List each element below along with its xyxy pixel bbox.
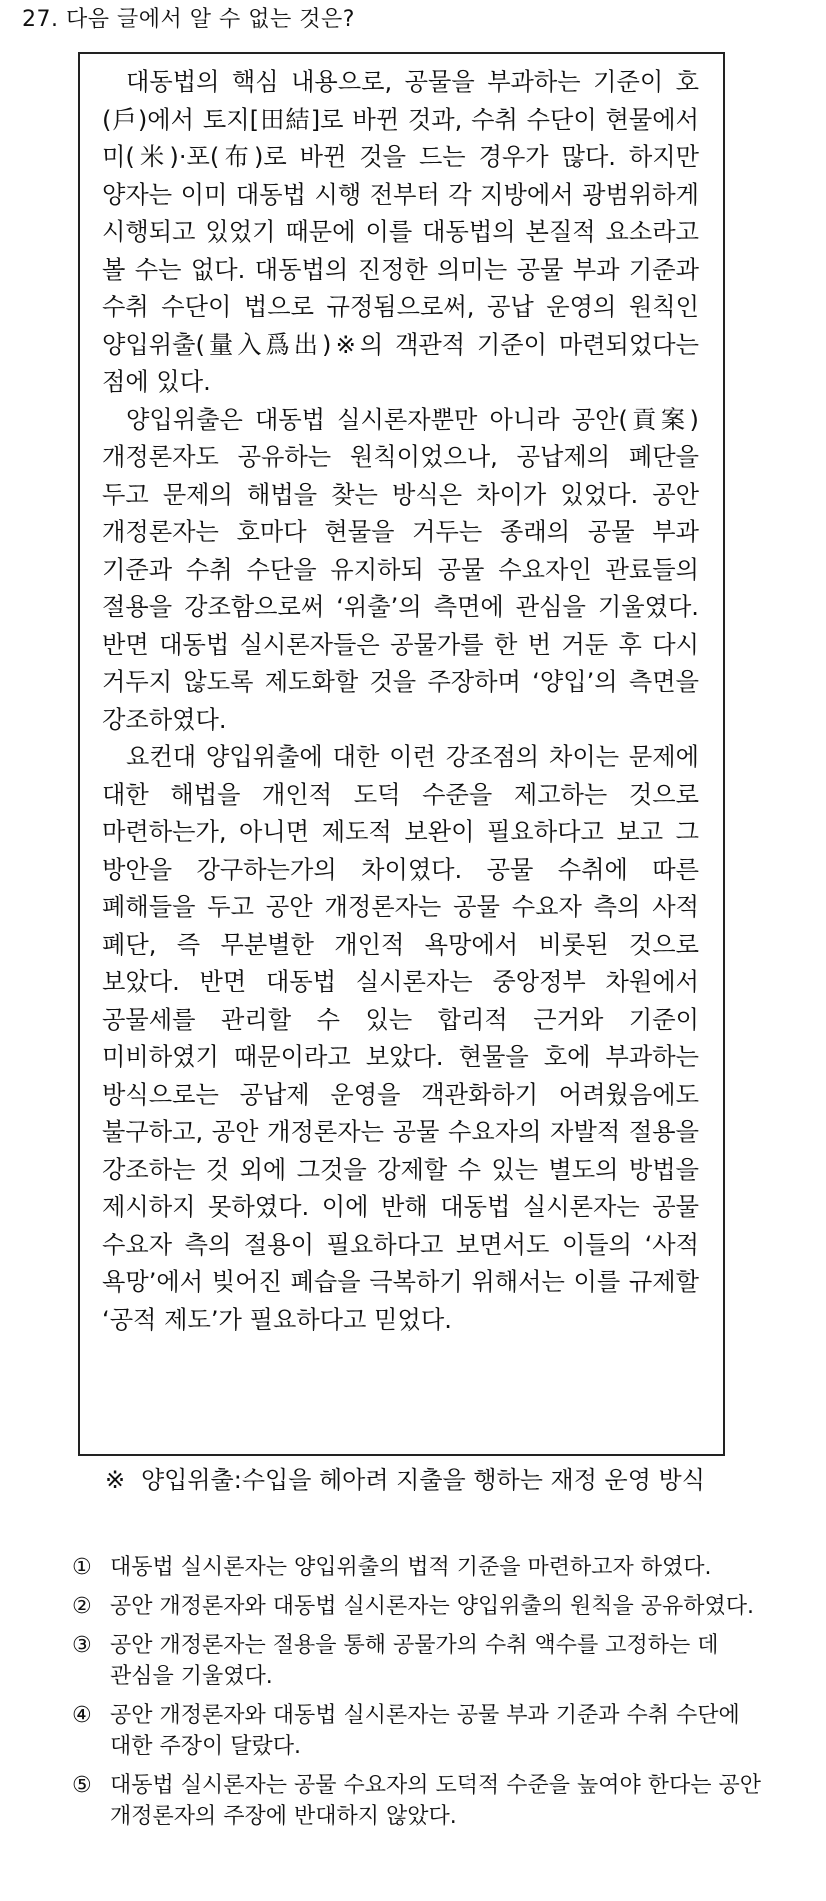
answer-choices: [72, 1552, 762, 1840]
choice-text: 공안 개정론자는 절용을 통해 공물가의 수취 액수를 고정하는 데 관심을 기울였다.: [110, 1633, 719, 1689]
choice-number: ⑤: [72, 1773, 92, 1798]
choice-5[interactable]: [72, 1770, 762, 1832]
choice-1[interactable]: [72, 1552, 762, 1583]
choice-number: ②: [72, 1594, 92, 1619]
choice-number: ①: [72, 1555, 92, 1580]
question-title: 27. 다음 글에서 알 수 없는 것은?: [22, 7, 355, 32]
choice-number: ④: [72, 1703, 92, 1728]
choice-text: 공안 개정론자와 대동법 실시론자는 공물 부과 기준과 수취 수단에 대한 주장이 달랐다.: [110, 1703, 740, 1759]
footnote: [105, 1462, 751, 1498]
choice-text: 대동법 실시론자는 공물 수요자의 도덕적 수준을 높여야 한다는 공안 개정론자의 주장에 반대하지 않았다.: [110, 1773, 762, 1829]
choice-2[interactable]: [72, 1591, 762, 1622]
passage-box: [78, 52, 725, 1456]
choice-3[interactable]: [72, 1630, 762, 1692]
passage-paragraph-1: 대동법의 핵심 내용으로, 공물을 부과하는 기준이 호(戶)에서 토지[田結]로 바뀐 것과, 수취 수단이 현물에서 미(米)·포(布)로 바뀐 것을 드는 경우가 많다. 하지만 양자는 이미 대동법 시행 전부터 각 지방에서 광범위하게 시행되고 있었기 때문에 이를 대동법의 본질적 요소라고 볼 수는 없다. 대동법의 진정한 의미는 공물 부과 기준과 수취 수단이 법으로 규정됨으로써, 공납 운영의 원칙인 양입위출(量入爲出)※의 객관적 기준이 마련되었다는 점에 있다.: [102, 68, 699, 396]
choice-number: ③: [72, 1633, 92, 1658]
passage-paragraph-2: 양입위출은 대동법 실시론자뿐만 아니라 공안(貢案) 개정론자도 공유하는 원칙이었으나, 공납제의 폐단을 두고 문제의 해법을 찾는 방식은 차이가 있었다. 공안 개정론자는 호마다 현물을 거두는 종래의 공물 부과 기준과 수취 수단을 유지하되 공물 수요자인 관료들의 절용을 강조함으로써 ‘위출’의 측면에 관심을 기울였다. 반면 대동법 실시론자들은 공물가를 한 번 거둔 후 다시 거두지 않도록 제도화할 것을 주장하며 ‘양입’의 측면을 강조하였다.: [102, 405, 699, 734]
footnote-text: 양입위출:수입을 헤아려 지출을 행하는 재정 운영 방식: [141, 1466, 705, 1494]
passage-paragraph-3: 요컨대 양입위출에 대한 이런 강조점의 차이는 문제에 대한 해법을 개인적 도덕 수준을 제고하는 것으로 마련하는가, 아니면 제도적 보완이 필요하다고 보고 그 방안을 강구하는가의 차이였다. 공물 수취에 따른 폐해들을 두고 공안 개정론자는 공물 수요자 측의 사적 폐단, 즉 무분별한 개인적 욕망에서 비롯된 것으로 보았다. 반면 대동법 실시론자는 중앙정부 차원에서 공물세를 관리할 수 있는 합리적 근거와 기준이 미비하였기 때문이라고 보았다. 현물을 호에 부과하는 방식으로는 공납제 운영을 객관화하기 어려웠음에도 불구하고, 공안 개정론자는 공물 수요자의 자발적 절용을 강조하는 것 외에 그것을 강제할 수 있는 별도의 방법을 제시하지 못하였다. 이에 반해 대동법 실시론자는 공물 수요자 측의 절용이 필요하다고 보면서도 이들의 ‘사적 욕망’에서 빚어진 폐습을 극복하기 위해서는 이를 규제할 ‘공적 제도’가 필요하다고 믿었다.: [102, 743, 699, 1334]
choice-text: 공안 개정론자와 대동법 실시론자는 양입위출의 원칙을 공유하였다.: [110, 1594, 755, 1619]
footnote-mark: ※: [105, 1466, 126, 1494]
choice-text: 대동법 실시론자는 양입위출의 법적 기준을 마련하고자 하였다.: [110, 1555, 712, 1580]
choice-4[interactable]: [72, 1700, 762, 1762]
